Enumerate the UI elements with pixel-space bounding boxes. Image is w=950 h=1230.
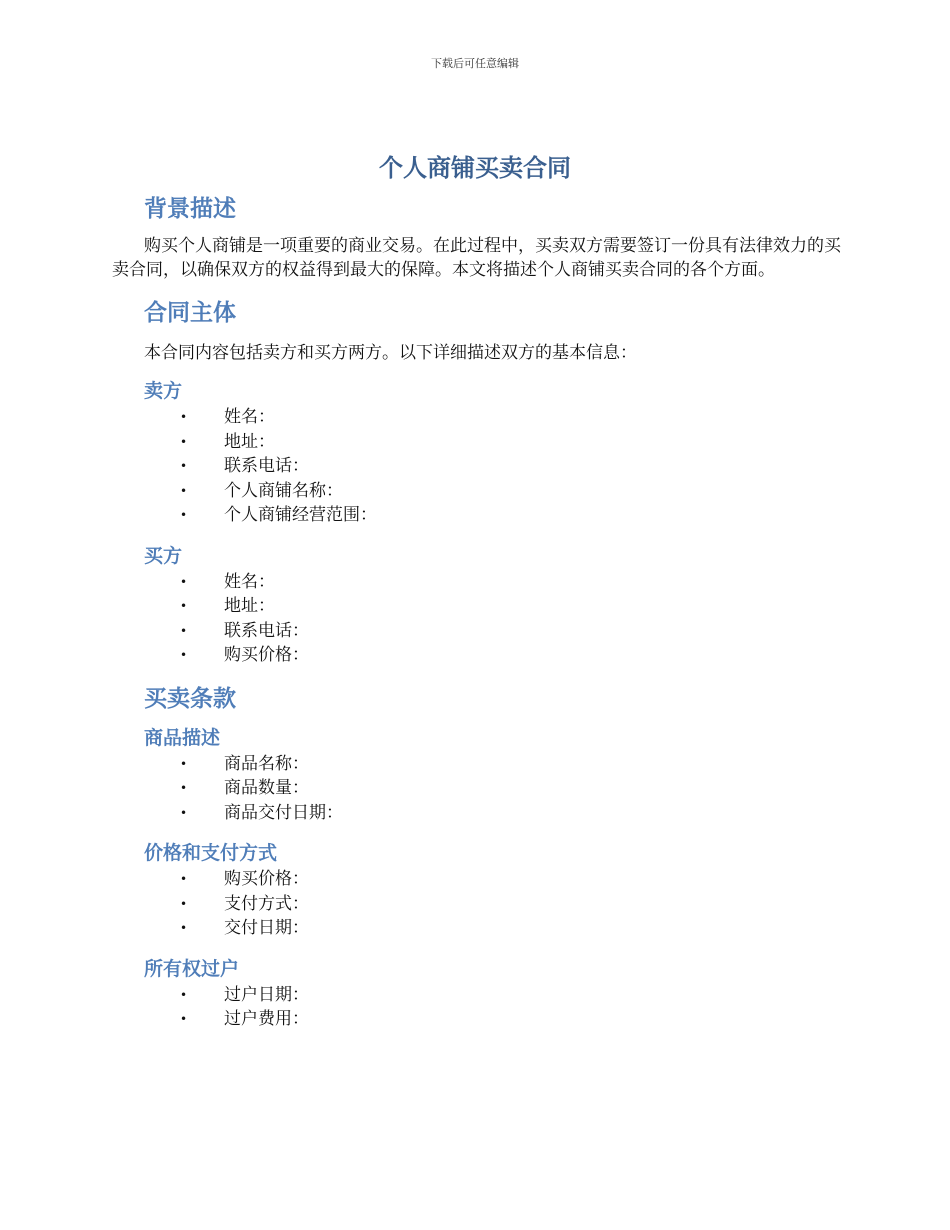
- bullet-icon: •: [180, 599, 188, 613]
- bullet-icon: •: [180, 756, 188, 771]
- list-item: • 交付日期：: [112, 916, 842, 941]
- list-item: • 联系电话：: [112, 619, 842, 644]
- list-item: • 个人商铺经营范围：: [112, 503, 842, 528]
- subsection-heading-goods: 商品描述: [144, 726, 221, 749]
- list-item: • 地址：: [112, 430, 842, 455]
- header-note: 下载后可任意编辑: [431, 57, 519, 70]
- section-heading-terms: 买卖条款: [144, 685, 236, 712]
- bullet-icon: •: [180, 459, 188, 473]
- goods-list: [112, 752, 842, 826]
- bullet-icon: •: [180, 805, 188, 820]
- bullet-icon: •: [180, 648, 188, 662]
- bullet-icon: •: [180, 483, 188, 498]
- subsection-heading-seller: 卖方: [144, 380, 183, 402]
- bullet-icon: •: [180, 896, 188, 911]
- list-item: • 商品数量：: [112, 776, 842, 801]
- transfer-list: [112, 983, 842, 1032]
- buyer-list: [112, 570, 842, 668]
- list-item: • 商品名称：: [112, 752, 842, 777]
- list-item: • 购买价格：: [112, 867, 842, 892]
- list-item: • 地址：: [112, 594, 842, 619]
- bullet-icon: •: [180, 623, 188, 638]
- seller-list: [112, 405, 842, 528]
- list-item: • 联系电话：: [112, 454, 842, 479]
- bullet-icon: •: [180, 987, 188, 1002]
- payment-list: [112, 867, 842, 941]
- bullet-icon: •: [180, 574, 188, 589]
- list-item: • 姓名：: [112, 570, 842, 595]
- section-heading-background: 背景描述: [144, 196, 236, 222]
- list-item: • 姓名：: [112, 405, 842, 430]
- list-item: • 个人商铺名称：: [112, 479, 842, 504]
- list-item: • 过户费用：: [112, 1007, 842, 1032]
- bullet-icon: •: [180, 781, 188, 795]
- subsection-heading-buyer: 买方: [144, 544, 183, 567]
- background-paragraph: 购买个人商铺是一项重要的商业交易。在此过程中，买卖双方需要签订一份具有法律效力的买卖合同，以确保双方的权益得到最大的保障。本文将描述个人商铺买卖合同的各个方面。: [112, 236, 841, 280]
- bullet-icon: •: [180, 434, 188, 449]
- list-item: • 支付方式：: [112, 892, 842, 917]
- section-heading-parties: 合同主体: [144, 300, 236, 326]
- bullet-icon: •: [180, 1012, 188, 1026]
- list-item: • 购买价格：: [112, 643, 842, 668]
- parties-paragraph: 本合同内容包括卖方和买方两方。以下详细描述双方的基本信息：: [144, 343, 637, 363]
- list-item: • 商品交付日期：: [112, 801, 842, 826]
- list-item: • 过户日期：: [112, 983, 842, 1008]
- document-title: 个人商铺买卖合同: [379, 154, 571, 182]
- bullet-icon: •: [180, 872, 188, 886]
- bullet-icon: •: [180, 410, 188, 424]
- subsection-heading-payment: 价格和支付方式: [144, 842, 278, 864]
- bullet-icon: •: [180, 508, 188, 522]
- subsection-heading-transfer: 所有权过户: [144, 957, 240, 980]
- bullet-icon: •: [180, 921, 188, 935]
- document-body: [112, 192, 842, 1032]
